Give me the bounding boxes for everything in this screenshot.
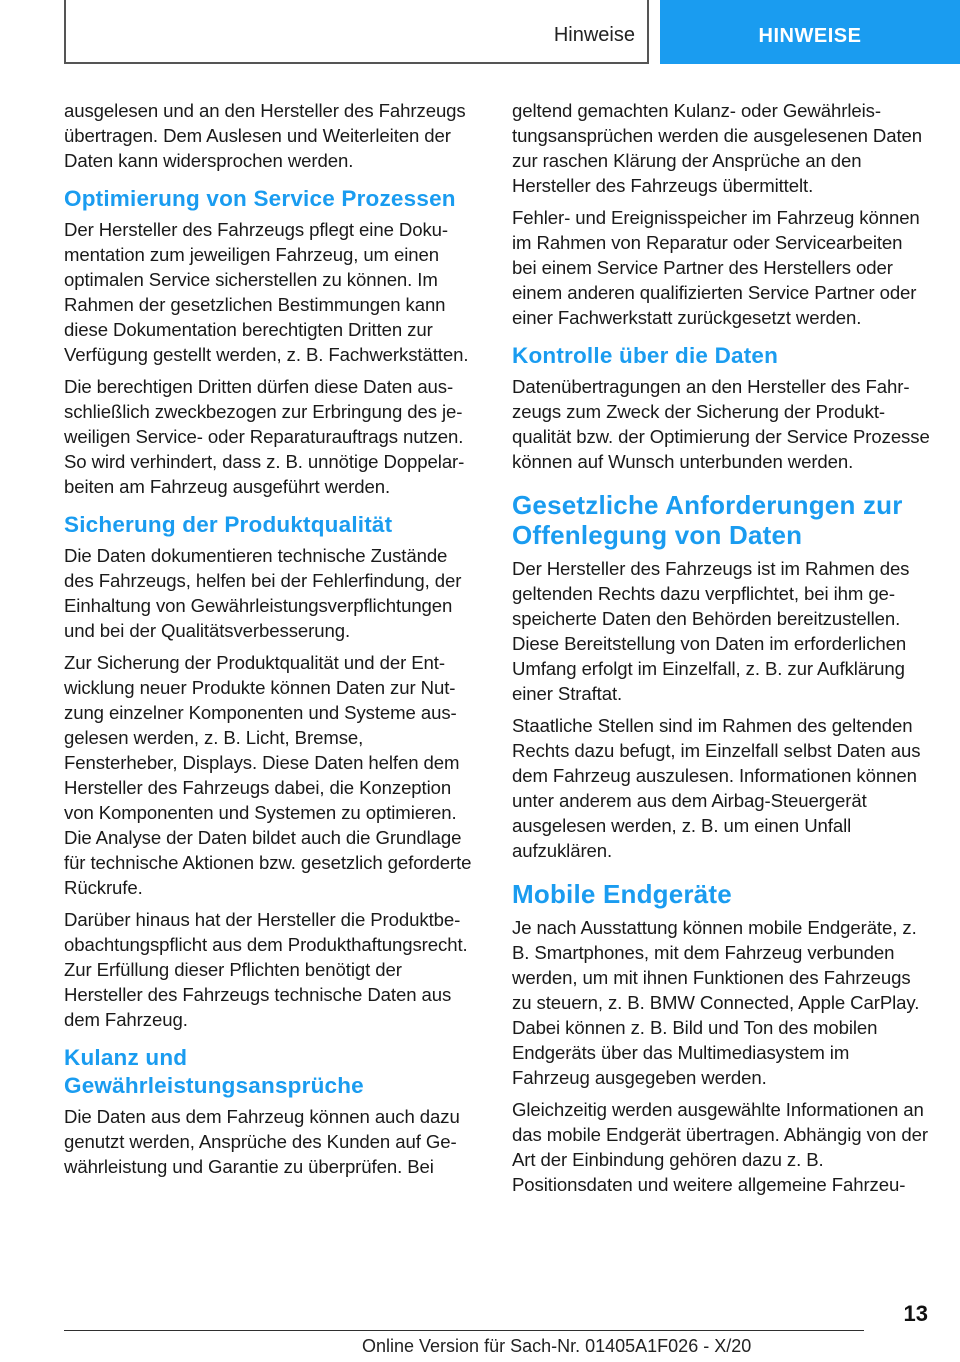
header-chapter-tab (660, 0, 960, 64)
paragraph: Zur Sicherung der Produktqualität und der Entwicklung neuer Produkte können Daten zur Nutzung einzelner Komponenten und Systeme ausgelesen werden, z. B. Licht, Bremse, Fensterheber, Displays. Diese Daten helfen dem Hersteller des Fahrzeugs dabei, die Konzeption von Komponenten und Systemen zu optimieren. Die Analyse der Daten bildet auch die Grundlage für technische Aktionen bzw. gesetzlich geforderte Rückrufe. (64, 652, 472, 898)
paragraph: Die Daten dokumentieren technische Zustände des Fahrzeugs, helfen bei der Fehlerfindung, der Einhaltung von Gewährleistungsverpflichtungen und bei der Qualitätsverbesserung. (64, 545, 462, 641)
heading-data-control: Kontrolle über die Daten (512, 343, 779, 368)
heading-service-optimization: Optimierung von Service Prozessen (64, 186, 456, 211)
header-section-box (64, 0, 649, 64)
paragraph: Die Daten aus dem Fahrzeug können auch dazu genutzt werden, Ansprüche des Kunden auf Gewährleistung und Garantie zu überprüfen. Bei (64, 1106, 460, 1177)
heading-legal-requirements: Gesetzliche Anforderungen zur Offenlegung von Daten (512, 490, 903, 550)
paragraph: Der Hersteller des Fahrzeugs ist im Rahmen des geltenden Rechts dazu verpflichtet, bei ihm gespeicherte Daten den Behörden bereitzustellen. Diese Bereitstellung von Daten im erforderlichen Umfang erfolgt im Einzelfall, z. B. zur Aufklärung einer Straftat. (512, 558, 910, 704)
footer-divider (64, 1330, 864, 1331)
paragraph: Datenübertragungen an den Hersteller des Fahrzeugs zum Zweck der Sicherung der Produktqualität bzw. der Optimierung der Service Prozesse können auf Wunsch unterbunden werden. (512, 376, 930, 472)
paragraph: Je nach Ausstattung können mobile Endgeräte, z. B. Smartphones, mit dem Fahrzeug verbunden werden, um mit ihnen Funktionen des Fahrzeugs zu steuern, z. B. BMW Connected, Apple CarPlay. Dabei können z. B. Bild und Ton des mobilen Endgeräts über das Multimediasystem im Fahrzeug ausgegeben werden. (512, 917, 920, 1088)
page-number: 13 (903, 1301, 928, 1326)
paragraph: Die berechtigen Dritten dürfen diese Daten ausschließlich zweckbezogen zur Erbringung des jeweiligen Service- oder Reparaturauftrags nutzen. So wird verhindert, dass z. B. unnötige Doppelarbeiten am Fahrzeug ausgeführt werden. (64, 376, 465, 497)
paragraph: Fehler- und Ereignisspeicher im Fahrzeug können im Rahmen von Reparatur oder Servicearbeiten bei einem Service Partner des Herstellers oder einem anderen qualifizierten Service Partner oder einer Fachwerkstatt zurückgesetzt werden. (512, 207, 920, 328)
paragraph: Staatliche Stellen sind im Rahmen des geltenden Rechts dazu befugt, im Einzelfall selbst Daten aus dem Fahrzeug auszulesen. Informationen können unter anderem aus dem Airbag-Steuergerät ausgelesen werden, z. B. um einen Unfall aufzuklären. (512, 715, 921, 861)
heading-mobile-devices: Mobile Endgeräte (512, 879, 732, 909)
paragraph: Darüber hinaus hat der Hersteller die Produktbeobachtungspflicht aus dem Produkthaftungsrecht. Zur Erfüllung dieser Pflichten benötigt der Hersteller des Fahrzeugs technische Daten aus dem Fahrzeug. (64, 909, 468, 1030)
paragraph: Gleichzeitig werden ausgewählte Informationen an das mobile Endgerät übertragen. Abhängig von der Art der Einbindung gehören dazu z. B. Positionsdaten und weitere allgemeine Fahrzeu- (512, 1099, 928, 1195)
online-version-note: Online Version für Sach-Nr. 01405A1F026 - X/20 (362, 1336, 752, 1356)
paragraph: Der Hersteller des Fahrzeugs pflegt eine Dokumentation zum jeweiligen Fahrzeug, um einen optimalen Service sicherstellen zu können. Im Rahmen der gesetzlichen Bestimmungen kann diese Dokumentation berechtigten Dritten zur Verfügung gestellt werden, z. B. Fachwerkstätten. (64, 219, 469, 365)
right-column (512, 98, 930, 1204)
paragraph: geltend gemachten Kulanz- oder Gewährleistungsansprüchen werden die ausgelesenen Daten zur raschen Klärung der Ansprüche an den Hersteller des Fahrzeugs übermittelt. (512, 100, 923, 196)
left-column (64, 98, 478, 1186)
heading-product-quality: Sicherung der Produktqualität (64, 512, 393, 537)
header-chapter-label: HINWEISE (758, 24, 862, 47)
header-section-label: Hinweise (553, 23, 635, 46)
paragraph: ausgelesen und an den Hersteller des Fahrzeugs übertragen. Dem Auslesen und Weiterleiten der Daten kann widersprochen werden. (64, 100, 466, 171)
heading-warranty-claims: Kulanz und Gewährleistungsansprüche (64, 1045, 364, 1098)
